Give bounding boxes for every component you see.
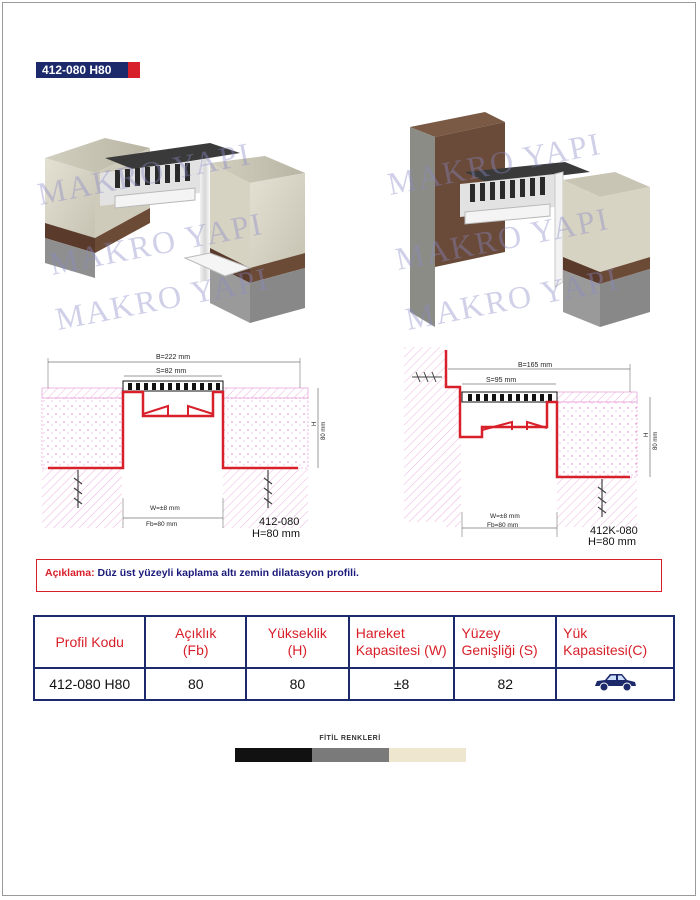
dim-fb-label: Fb=80 mm xyxy=(487,522,519,529)
header-opening: Açıklık (Fb) xyxy=(145,616,246,668)
dim-w-label: W=±8 mm xyxy=(490,513,520,520)
watermark-text: MAKRO YAPI xyxy=(392,200,613,277)
dim-h-value: 80 mm xyxy=(321,421,327,440)
watermark-text: MAKRO YAPI xyxy=(384,125,605,202)
header-profile-code: Profil Kodu xyxy=(34,616,145,668)
description-box xyxy=(36,559,662,592)
header-surface-width: Yüzey Genişliği (S) xyxy=(454,616,556,668)
value-load-capacity xyxy=(556,668,674,700)
dim-s-label: S=82 mm xyxy=(156,368,187,375)
value-surface-width: 82 xyxy=(454,668,556,700)
color-swatch-beige xyxy=(389,748,466,762)
dim-b-label: B=165 mm xyxy=(518,362,553,369)
drawing-model-name: 412-080 xyxy=(259,516,300,528)
right-technical-drawing xyxy=(402,342,682,552)
left-technical-drawing xyxy=(38,348,338,548)
header-load-capacity: Yük Kapasitesi(C) xyxy=(556,616,674,668)
description-label: Açıklama: xyxy=(45,567,95,579)
watermark-text: MAKRO YAPI xyxy=(52,260,273,337)
spec-value-row xyxy=(34,668,674,700)
car-icon xyxy=(592,671,638,695)
value-profile-code: 412-080 H80 xyxy=(34,668,145,700)
header-movement: Hareket Kapasitesi (W) xyxy=(349,616,455,668)
watermark-text: MAKRO YAPI xyxy=(46,205,267,282)
value-height: 80 xyxy=(246,668,349,700)
color-swatch-black xyxy=(235,748,312,762)
dim-s-label: S=95 mm xyxy=(486,377,517,384)
spec-table xyxy=(33,615,675,701)
dim-h-label: H xyxy=(644,432,650,437)
dim-fb-label: Fb=80 mm xyxy=(146,521,178,528)
watermark-layer xyxy=(0,0,700,360)
description xyxy=(45,567,359,579)
watermark-text: MAKRO YAPI xyxy=(34,135,255,212)
drawing-model-height: H=80 mm xyxy=(252,528,300,540)
dim-b-label: B=222 mm xyxy=(156,354,191,361)
wick-colors-title: FİTİL RENKLERİ xyxy=(319,735,381,742)
dim-h-value: 80 mm xyxy=(653,431,659,450)
dim-w-label: W=±8 mm xyxy=(150,505,180,512)
watermark-text: MAKRO YAPI xyxy=(402,260,623,337)
description-text: Düz üst yüzeyli kaplama altı zemin dilatasyon profili. xyxy=(94,567,359,579)
drawing-model-height: H=80 mm xyxy=(588,536,636,548)
spec-header-row xyxy=(34,616,674,668)
drawing-model-name: 412K-080 xyxy=(590,525,638,537)
header-height: Yükseklik (H) xyxy=(246,616,349,668)
dim-h-label: H xyxy=(312,421,318,426)
color-swatch-grey xyxy=(312,748,389,762)
value-movement: ±8 xyxy=(349,668,455,700)
value-opening: 80 xyxy=(145,668,246,700)
product-code: 412-080 H80 xyxy=(36,62,128,78)
